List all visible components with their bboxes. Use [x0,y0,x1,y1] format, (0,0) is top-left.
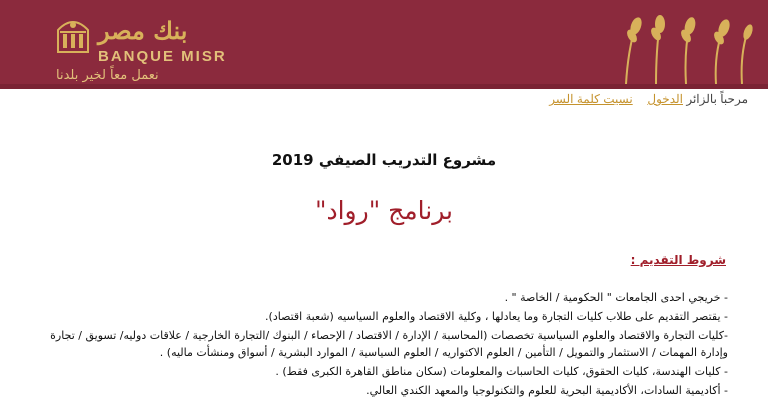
site-header [0,0,768,89]
conditions-heading: شروط التقديم : [630,253,726,267]
list-item: - أكاديمية السادات، الأكاديمية البحرية للعلوم والتكنولوجيا والمعهد الكندي العالي. [366,384,728,397]
conditions-list [28,289,728,401]
program-title: برنامج "رواد" [314,196,454,225]
brand-name-english: BANQUE MISR [98,48,227,65]
list-item: - خريجي احدى الجامعات " الحكومية / الخاصة " . [504,291,728,304]
bank-logo[interactable] [40,10,230,83]
brand-tagline: نعمل معاً لخير بلدنا [56,68,159,83]
list-item: -كليات التجارة والاقتصاد والعلوم السياسية تخصصات (المحاسبة / الإدارة / الاقتصاد / الإحصاء / البنوك /التجارة الخارجية / علاقات دوليه/ تسويق / تجارة وإدارة المهمات / الاستثمار والتمويل / التأمين / العلوم الاكتواريه / العلوم السياسية / الموارد البشرية / أسواق ومنشأت ماليه) . [50,329,728,359]
wheat-icon [606,10,756,84]
login-link[interactable]: الدخول [647,92,683,106]
page-title: مشروع التدريب الصيفي 2019 [271,151,497,169]
brand-name-arabic: بنك مصر [98,16,188,45]
welcome-bar [549,92,748,106]
forgot-password-link[interactable]: نسيت كلمة السر [549,92,633,106]
list-item: - يقتصر التقديم على طلاب كليات التجارة وما يعادلها ، وكلية الاقتصاد والعلوم السياسيه (شعبة اقتصاد). [265,310,728,323]
welcome-greeting: مرحباً بالزائر [686,92,748,106]
list-item: - كليات الهندسة، كليات الحقوق، كليات الحاسبات والمعلومات (سكان مناطق القاهرة الكبرى فقط) . [275,365,728,378]
bank-emblem-icon [54,12,92,56]
